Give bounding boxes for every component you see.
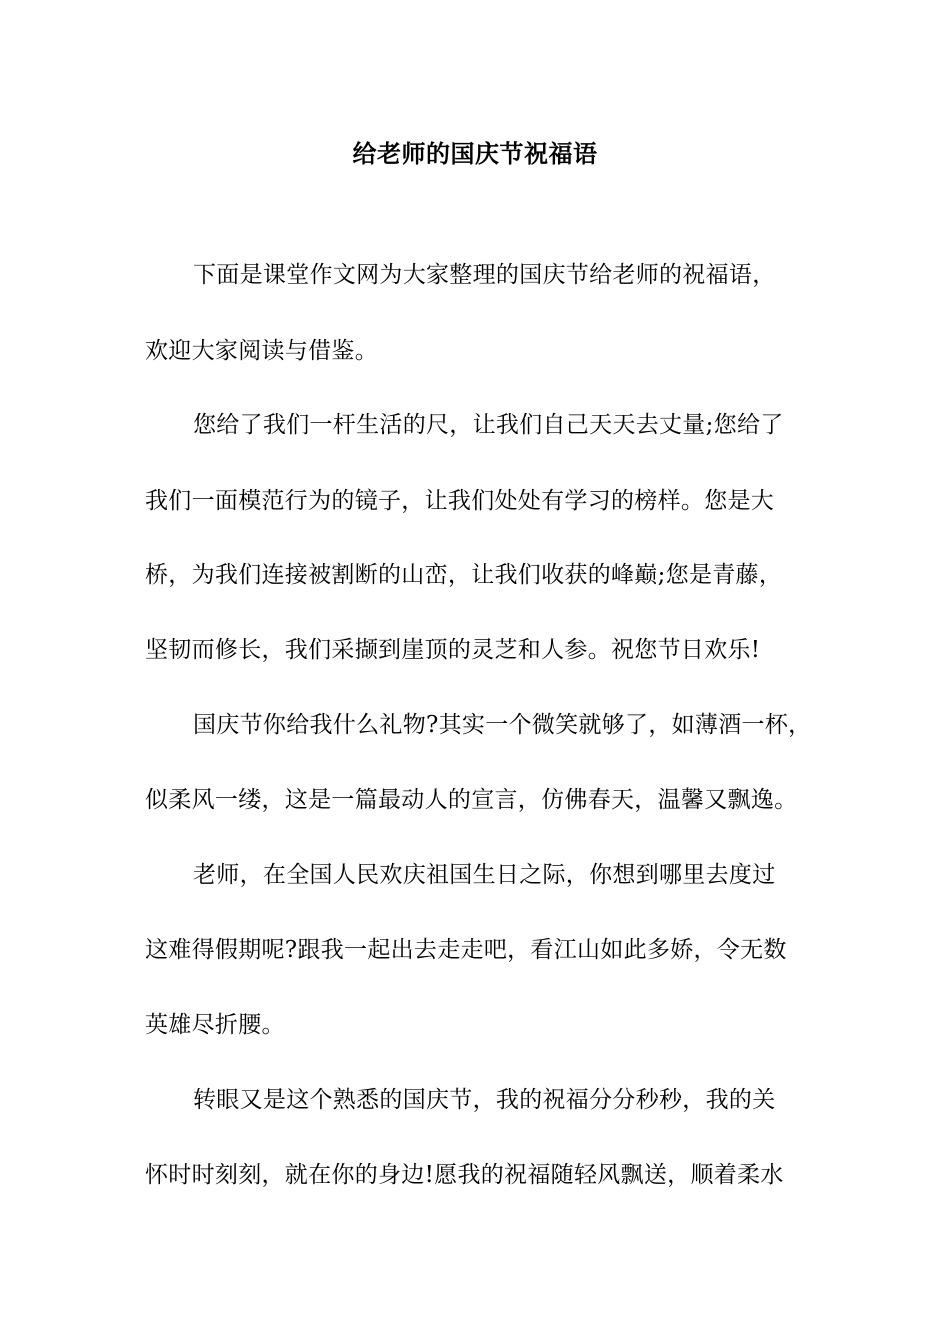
paragraph-line: 英雄尽折腰。 — [145, 1012, 285, 1038]
document-title: 给老师的国庆节祝福语 — [352, 139, 598, 168]
paragraph-line: 转眼又是这个熟悉的国庆节，我的祝福分分秒秒，我的关 — [193, 1087, 776, 1113]
paragraph-line: 我们一面模范行为的镜子，让我们处处有学习的榜样。您是大 — [145, 488, 775, 514]
paragraph-line: 下面是课堂作文网为大家整理的国庆节给老师的祝福语， — [193, 262, 776, 288]
paragraph-line: 坚韧而修长，我们采撷到崖顶的灵芝和人参。祝您节日欢乐! — [145, 637, 761, 663]
paragraph-line: 老师，在全国人民欢庆祖国生日之际，你想到哪里去度过 — [193, 862, 776, 888]
paragraph-line: 怀时时刻刻，就在你的身边!愿我的祝福随轻风飘送，顺着柔水 — [145, 1162, 784, 1188]
paragraph-line: 您给了我们一杆生活的尺，让我们自己天天去丈量;您给了 — [193, 412, 784, 438]
paragraph-line: 桥，为我们连接被割断的山峦，让我们收获的峰巅;您是青藤， — [145, 562, 783, 588]
paragraph-line: 这难得假期呢?跟我一起出去走走吧，看江山如此多娇，令无数 — [145, 937, 787, 963]
paragraph-line: 似柔风一缕，这是一篇最动人的宣言，仿佛春天，温馨又飘逸。 — [145, 787, 798, 813]
paragraph-line: 国庆节你给我什么礼物?其实一个微笑就够了，如薄酒一杯， — [193, 712, 812, 738]
paragraph-line: 欢迎大家阅读与借鉴。 — [145, 338, 378, 364]
